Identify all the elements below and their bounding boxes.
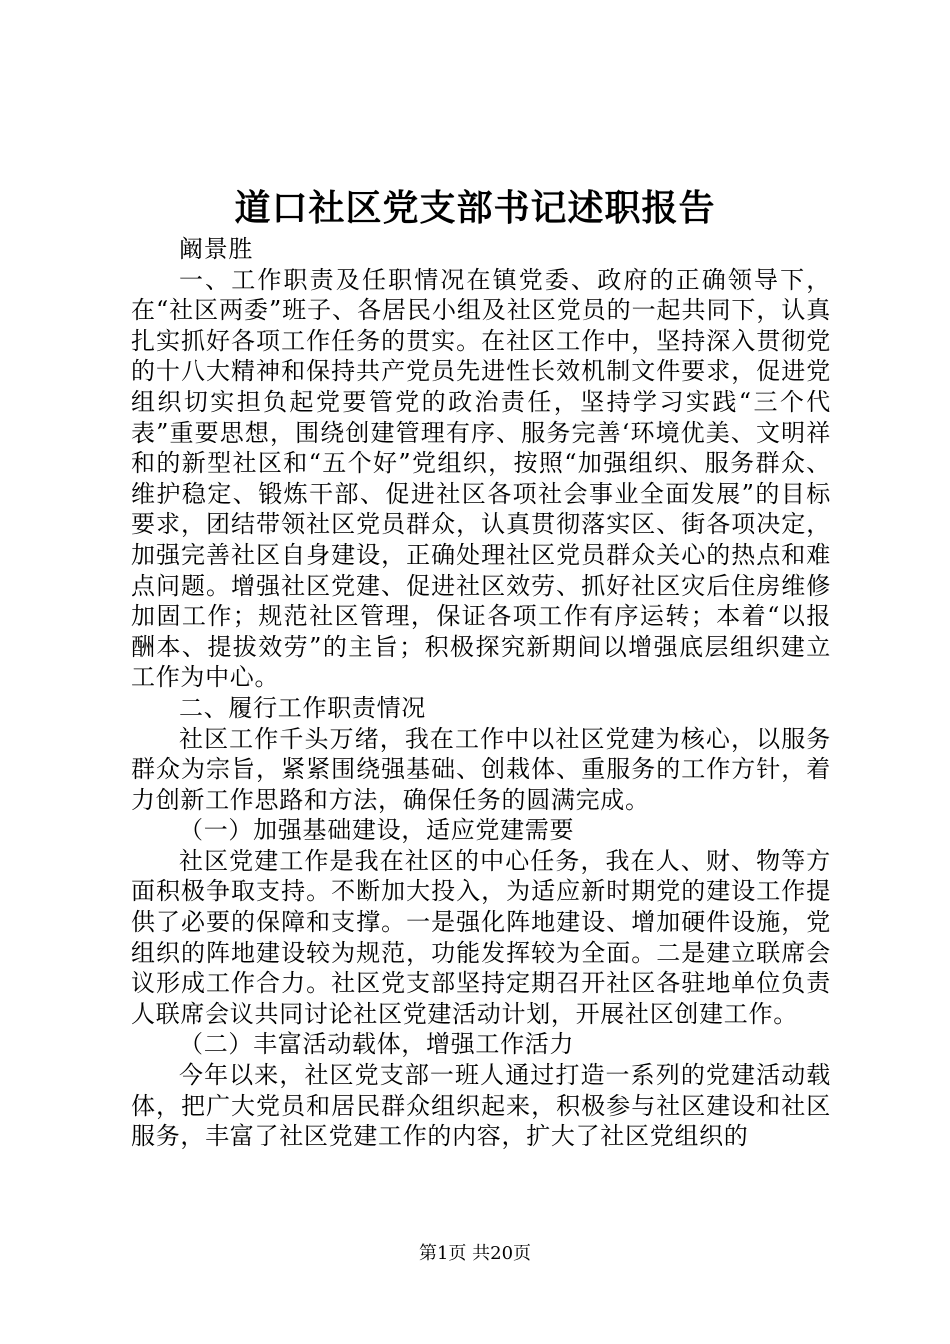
subsection-heading: （一）加强基础建设，适应党建需要 — [179, 816, 575, 845]
document-title: 道口社区党支部书记述职报告 — [234, 187, 716, 229]
paragraph: 社区工作千头万绪，我在工作中以社区党建为核心，以服务群众为宗旨，紧紧围绕强基础、创栽体、重服务的工作方针，着力创新工作思路和方法，确保任务的圆满完成。 — [131, 724, 831, 814]
section-heading: 二、履行工作职责情况 — [179, 693, 426, 722]
paragraph: 一、工作职责及任职情况在镇党委、政府的正确领导下，在“社区两委”班子、各居民小组及社区党员的一起共同下，认真扎实抓好各项工作任务的贯实。在社区工作中，坚持深入贯彻党的十八大精神和保持共产党员先进性长效机制文件要求，促进党组织切实担负起党要管党的政治责任，坚持学习实践“三个代表”重要思想，围绕创建管理有序、服务完善‘环境优美、文明祥和的新型社区和“五个好”党组织，按照“加强组织、服务群众、维护稳定、锻炼干部、促进社区各项社会事业全面发展”的目标要求，团结带领社区党员群众，认真贯彻落实区、街各项决定，加强完善社区自身建设，正确处理社区党员群众关心的热点和难点问题。增强社区党建、促进社区效劳、抓好社区灾后住房维修加固工作；规范社区管理，保证各项工作有序运转；本着“以报酬本、提拔效劳”的主旨；积极探究新期间以增强底层组织建立工作为中心。 — [131, 265, 831, 692]
document-body — [131, 234, 831, 1152]
paragraph: 社区党建工作是我在社区的中心任务，我在人、财、物等方面积极争取支持。不断加大投入，为适应新时期党的建设工作提供了必要的保障和支撑。一是强化阵地建设、增加硬件设施，党组织的阵地建设较为规范，功能发挥较为全面。二是建立联席会议形成工作合力。社区党支部坚持定期召开社区各驻地单位负责人联席会议共同讨论社区党建活动计划，开展社区创建工作。 — [131, 846, 831, 1028]
author-line: 阚景胜 — [179, 235, 254, 263]
subsection-heading: （二）丰富活动载体，增强工作活力 — [179, 1030, 575, 1059]
page-total: 共20页 — [472, 1243, 532, 1264]
page-number: 第1页 — [418, 1243, 467, 1264]
paragraph: 今年以来，社区党支部一班人通过打造一系列的党建活动载体，把广大党员和居民群众组织起来，积极参与社区建设和社区服务，丰富了社区党建工作的内容，扩大了社区党组织的 — [131, 1061, 831, 1151]
page-footer — [0, 1242, 950, 1266]
